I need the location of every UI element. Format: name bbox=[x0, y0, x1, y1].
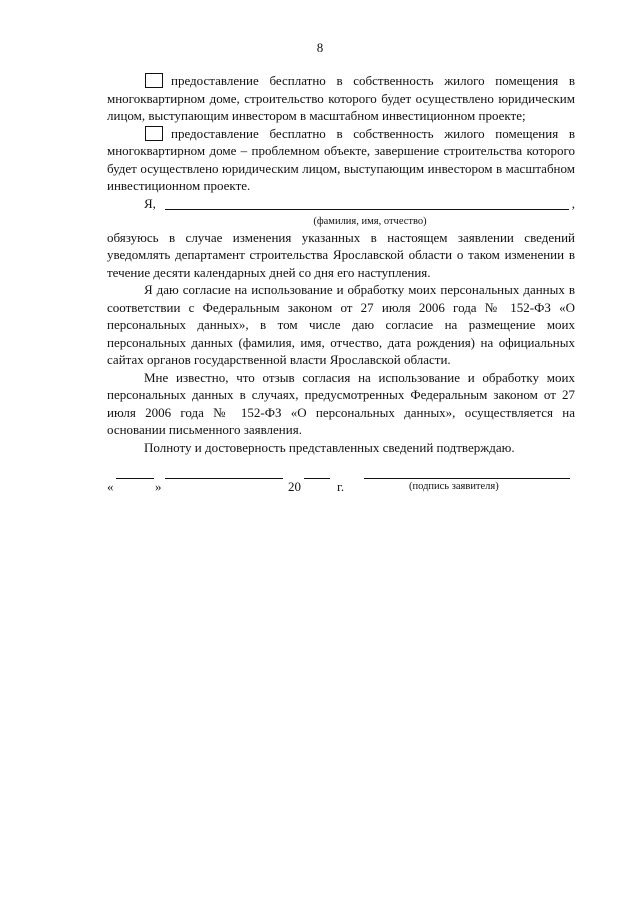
option-1-text: предоставление бесплатно в собственность жилого помещения в многоквартирном доме, строительство которого будет осуществлено юридическим лицом, выступающим инвестором в масштабном инвестиционном проекте; bbox=[107, 73, 575, 123]
date-year-suffix: г. bbox=[337, 479, 345, 494]
applicant-name-line[interactable] bbox=[165, 209, 569, 210]
page-number: 8 bbox=[316, 40, 324, 55]
date-open-quote: « bbox=[107, 479, 114, 494]
option-1 bbox=[107, 72, 575, 125]
option-1-checkbox[interactable] bbox=[145, 73, 163, 88]
option-2-checkbox[interactable] bbox=[145, 126, 163, 141]
form-body bbox=[107, 72, 575, 496]
paragraph-obligation: обязуюсь в случае изменения указанных в настоящем заявлении сведений уведомлять департамент строительства Ярославской области о таком изменении в течение десяти календарных дней со дня его наступления. bbox=[107, 229, 575, 280]
applicant-prefix: Я, bbox=[144, 195, 156, 211]
date-month-line[interactable] bbox=[165, 478, 283, 479]
paragraph-withdrawal: Мне известно, что отзыв согласия на использование и обработку моих персональных данных в случаях, предусмотренных Федеральным законом от 27 июля 2006 года № 152-ФЗ «О персональных данных», осуществляется на основании письменного заявления. bbox=[107, 369, 575, 437]
option-2-text: предоставление бесплатно в собственность жилого помещения в многоквартирном доме – проблемном объекте, завершение строительства которого будет осуществлено юридическим лицом, выступающим инвестором в масштабном инвестиционном проекте. bbox=[107, 125, 575, 193]
paragraph-consent: Я даю согласие на использование и обработку моих персональных данных в соответствии с Федеральным законом от 27 июля 2006 года № 152-ФЗ «О персональных данных», в том числе даю согласие на размещение моих персональных данных (фамилия, имя, отчество, дата рождения) на официальных сайтах органов государственной власти Ярославской области. bbox=[107, 282, 575, 367]
signature-row bbox=[107, 478, 575, 496]
date-day-line[interactable] bbox=[116, 478, 154, 479]
paragraph-confirmation: Полноту и достоверность представленных сведений подтверждаю. bbox=[144, 439, 515, 455]
option-2 bbox=[107, 125, 575, 195]
applicant-suffix: , bbox=[571, 195, 575, 211]
applicant-name-caption: (фамилия, имя, отчество) bbox=[313, 215, 427, 227]
date-year-prefix: 20 bbox=[288, 479, 301, 494]
applicant-name-row bbox=[107, 195, 575, 213]
date-year-line[interactable] bbox=[304, 478, 330, 479]
signature-caption: (подпись заявителя) bbox=[409, 481, 499, 492]
date-close-quote: » bbox=[155, 479, 162, 494]
